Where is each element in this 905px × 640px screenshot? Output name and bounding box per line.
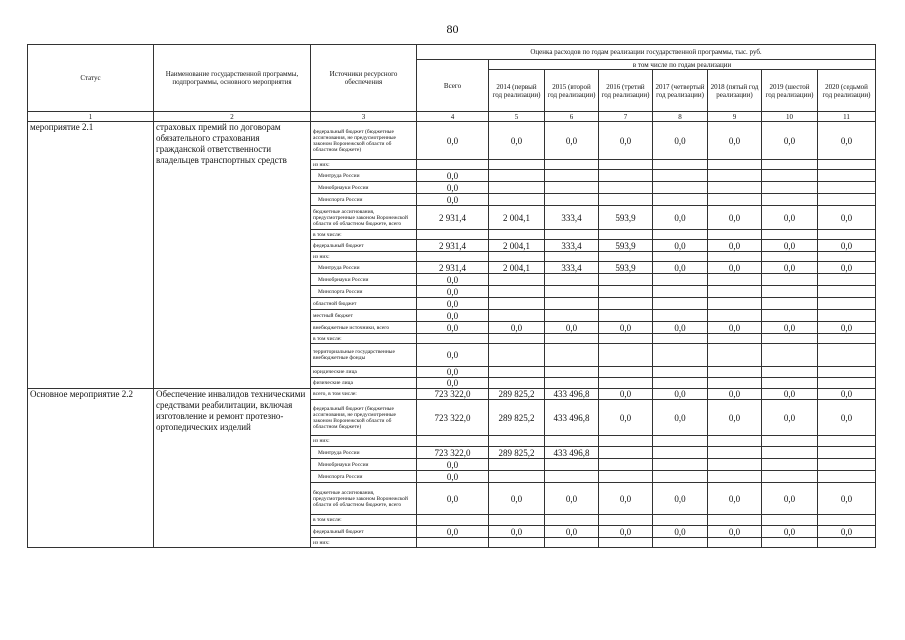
value-cell: 333,4 — [545, 240, 599, 252]
source-label: Минспорта России — [311, 194, 417, 206]
source-label: из них: — [311, 538, 417, 548]
value-cell — [708, 310, 762, 322]
value-cell: 0,0 — [417, 322, 489, 334]
value-cell — [599, 194, 653, 206]
source-label: внебюджетные источники, всего — [311, 322, 417, 334]
value-cell — [545, 471, 599, 483]
value-cell: 0,0 — [818, 389, 876, 400]
value-cell — [599, 344, 653, 367]
value-cell: 0,0 — [653, 206, 708, 230]
value-cell — [708, 436, 762, 447]
value-cell — [599, 170, 653, 182]
column-number-1: 1 — [28, 112, 154, 122]
value-cell: 433 496,8 — [545, 389, 599, 400]
value-cell — [818, 286, 876, 298]
value-cell: 0,0 — [708, 206, 762, 230]
source-label: федеральный бюджет — [311, 240, 417, 252]
value-cell: 0,0 — [417, 526, 489, 538]
value-cell — [818, 436, 876, 447]
value-cell — [599, 252, 653, 262]
source-label: Минтруда России — [311, 262, 417, 274]
source-label: бюджетные ассигнования, предусмотренные законом Воронежской области об областном бюджете, всего — [311, 483, 417, 515]
value-cell — [818, 274, 876, 286]
value-cell — [599, 515, 653, 526]
value-cell: 0,0 — [653, 240, 708, 252]
value-cell — [489, 160, 545, 170]
value-cell: 0,0 — [762, 240, 818, 252]
value-cell: 0,0 — [545, 483, 599, 515]
value-cell: 0,0 — [818, 206, 876, 230]
value-cell — [545, 170, 599, 182]
value-cell: 0,0 — [708, 483, 762, 515]
value-cell — [708, 334, 762, 344]
value-cell — [599, 160, 653, 170]
value-cell — [653, 436, 708, 447]
value-cell: 2 004,1 — [489, 240, 545, 252]
header-total: Всего — [417, 60, 489, 112]
value-cell — [545, 378, 599, 389]
value-cell: 0,0 — [545, 526, 599, 538]
value-cell — [708, 367, 762, 378]
value-cell: 0,0 — [653, 483, 708, 515]
value-cell: 0,0 — [417, 367, 489, 378]
value-cell — [545, 436, 599, 447]
value-cell — [489, 310, 545, 322]
column-number-4: 4 — [417, 112, 489, 122]
value-cell — [762, 334, 818, 344]
value-cell — [762, 170, 818, 182]
value-cell: 2 931,4 — [417, 240, 489, 252]
value-cell — [762, 378, 818, 389]
value-cell: 0,0 — [417, 286, 489, 298]
value-cell: 593,9 — [599, 206, 653, 230]
value-cell — [489, 367, 545, 378]
source-label: всего, в том числе: — [311, 389, 417, 400]
value-cell: 0,0 — [599, 322, 653, 334]
value-cell — [762, 286, 818, 298]
value-cell: 0,0 — [818, 400, 876, 436]
value-cell: 0,0 — [818, 262, 876, 274]
value-cell — [653, 471, 708, 483]
value-cell — [545, 160, 599, 170]
value-cell: 0,0 — [417, 471, 489, 483]
page-number: 80 — [446, 22, 459, 36]
value-cell — [708, 274, 762, 286]
value-cell: 0,0 — [708, 122, 762, 160]
value-cell — [545, 286, 599, 298]
value-cell — [545, 538, 599, 548]
column-number-8: 8 — [653, 112, 708, 122]
value-cell — [818, 252, 876, 262]
value-cell: 723 322,0 — [417, 389, 489, 400]
value-cell — [762, 538, 818, 548]
header-year-4: 2017 (четвертый год реализации) — [653, 70, 708, 112]
value-cell — [762, 459, 818, 471]
value-cell — [545, 252, 599, 262]
value-cell — [489, 170, 545, 182]
value-cell: 2 931,4 — [417, 262, 489, 274]
column-number-9: 9 — [708, 112, 762, 122]
source-label: Минтруда России — [311, 447, 417, 459]
column-number-10: 10 — [762, 112, 818, 122]
value-cell — [545, 182, 599, 194]
value-cell — [708, 286, 762, 298]
value-cell: 289 825,2 — [489, 389, 545, 400]
value-cell: 0,0 — [545, 322, 599, 334]
value-cell — [762, 194, 818, 206]
value-cell — [653, 367, 708, 378]
value-cell: 2 004,1 — [489, 206, 545, 230]
value-cell: 0,0 — [762, 526, 818, 538]
value-cell — [762, 274, 818, 286]
value-cell: 0,0 — [708, 526, 762, 538]
value-cell: 0,0 — [653, 322, 708, 334]
value-cell: 0,0 — [708, 262, 762, 274]
source-label: Минспорта России — [311, 286, 417, 298]
value-cell — [545, 298, 599, 310]
header-year-1: 2014 (первый год реализации) — [489, 70, 545, 112]
value-cell — [818, 367, 876, 378]
column-number-7: 7 — [599, 112, 653, 122]
value-cell — [545, 515, 599, 526]
column-number-2: 2 — [154, 112, 311, 122]
value-cell — [653, 252, 708, 262]
value-cell — [545, 310, 599, 322]
value-cell: 0,0 — [545, 122, 599, 160]
value-cell — [708, 170, 762, 182]
table-row — [28, 389, 876, 400]
value-cell — [818, 160, 876, 170]
value-cell — [417, 436, 489, 447]
value-cell: 0,0 — [417, 122, 489, 160]
source-label: из них: — [311, 436, 417, 447]
value-cell — [489, 344, 545, 367]
value-cell: 0,0 — [489, 122, 545, 160]
source-label: территориальные государственные внебюджетные фонды — [311, 344, 417, 367]
value-cell: 0,0 — [708, 389, 762, 400]
value-cell — [599, 230, 653, 240]
value-cell: 333,4 — [545, 206, 599, 230]
value-cell — [653, 538, 708, 548]
source-label: из них: — [311, 252, 417, 262]
source-label: Минобрнауки России — [311, 274, 417, 286]
value-cell — [653, 182, 708, 194]
value-cell — [545, 194, 599, 206]
value-cell: 433 496,8 — [545, 447, 599, 459]
source-label: Минобрнауки России — [311, 182, 417, 194]
value-cell — [545, 367, 599, 378]
value-cell — [653, 378, 708, 389]
value-cell: 333,4 — [545, 262, 599, 274]
table-row — [28, 122, 876, 160]
value-cell: 723 322,0 — [417, 447, 489, 459]
value-cell: 0,0 — [762, 262, 818, 274]
value-cell — [818, 515, 876, 526]
value-cell: 0,0 — [653, 122, 708, 160]
value-cell — [545, 230, 599, 240]
value-cell: 2 931,4 — [417, 206, 489, 230]
value-cell — [545, 334, 599, 344]
header-year-6: 2019 (шестой год реализации) — [762, 70, 818, 112]
value-cell — [762, 344, 818, 367]
value-cell — [708, 194, 762, 206]
header-estimate: Оценка расходов по годам реализации государственной программы, тыс. руб. — [417, 45, 876, 60]
source-label: Минобрнауки России — [311, 459, 417, 471]
value-cell — [818, 459, 876, 471]
value-cell — [489, 230, 545, 240]
value-cell: 0,0 — [653, 389, 708, 400]
value-cell — [653, 170, 708, 182]
value-cell: 0,0 — [818, 122, 876, 160]
source-label: юридические лица — [311, 367, 417, 378]
value-cell: 0,0 — [417, 298, 489, 310]
value-cell — [818, 471, 876, 483]
value-cell: 0,0 — [818, 483, 876, 515]
value-cell — [489, 538, 545, 548]
value-cell — [653, 344, 708, 367]
block1-name: страховых премий по договорам обязательного страхования гражданской ответственности владельцев транспортных средств — [154, 122, 311, 389]
value-cell — [489, 471, 545, 483]
value-cell — [599, 378, 653, 389]
source-label: Минтруда России — [311, 170, 417, 182]
value-cell — [489, 182, 545, 194]
value-cell — [762, 230, 818, 240]
budget-table — [27, 44, 876, 548]
value-cell — [818, 298, 876, 310]
source-label: областной бюджет — [311, 298, 417, 310]
value-cell — [708, 459, 762, 471]
source-label: федеральный бюджет (бюджетные ассигнования, не предусмотренные законом Воронежской области об областном бюджете) — [311, 122, 417, 160]
value-cell — [489, 436, 545, 447]
value-cell — [708, 471, 762, 483]
value-cell — [708, 230, 762, 240]
value-cell — [818, 344, 876, 367]
value-cell — [653, 459, 708, 471]
value-cell — [489, 252, 545, 262]
value-cell — [708, 538, 762, 548]
column-number-6: 6 — [545, 112, 599, 122]
value-cell — [818, 194, 876, 206]
value-cell — [818, 334, 876, 344]
value-cell — [489, 194, 545, 206]
header-sources: Источники ресурсного обеспечения — [311, 45, 417, 112]
column-number-5: 5 — [489, 112, 545, 122]
value-cell — [708, 344, 762, 367]
source-label: в том числе: — [311, 230, 417, 240]
value-cell: 0,0 — [762, 322, 818, 334]
value-cell — [489, 459, 545, 471]
value-cell: 0,0 — [417, 194, 489, 206]
source-label: в том числе: — [311, 515, 417, 526]
value-cell — [599, 367, 653, 378]
source-label: федеральный бюджет (бюджетные ассигнования, не предусмотренные законом Воронежской области об областном бюджете) — [311, 400, 417, 436]
source-label: Минспорта России — [311, 471, 417, 483]
value-cell: 433 496,8 — [545, 400, 599, 436]
value-cell: 0,0 — [708, 240, 762, 252]
column-number-3: 3 — [311, 112, 417, 122]
value-cell — [599, 274, 653, 286]
value-cell — [762, 252, 818, 262]
value-cell — [708, 447, 762, 459]
value-cell — [599, 459, 653, 471]
value-cell — [762, 182, 818, 194]
value-cell — [818, 310, 876, 322]
value-cell — [653, 334, 708, 344]
value-cell — [818, 230, 876, 240]
value-cell — [599, 334, 653, 344]
value-cell: 0,0 — [653, 400, 708, 436]
header-year-5: 2018 (пятый год реализации) — [708, 70, 762, 112]
value-cell: 0,0 — [417, 170, 489, 182]
value-cell — [599, 182, 653, 194]
value-cell: 0,0 — [489, 483, 545, 515]
source-label: из них: — [311, 160, 417, 170]
source-label: физические лица — [311, 378, 417, 389]
value-cell: 0,0 — [599, 400, 653, 436]
value-cell — [818, 378, 876, 389]
value-cell: 593,9 — [599, 262, 653, 274]
value-cell — [653, 447, 708, 459]
value-cell: 0,0 — [599, 526, 653, 538]
value-cell: 0,0 — [762, 389, 818, 400]
value-cell: 2 004,1 — [489, 262, 545, 274]
value-cell — [489, 274, 545, 286]
value-cell — [599, 436, 653, 447]
value-cell — [489, 515, 545, 526]
value-cell — [599, 310, 653, 322]
value-cell — [818, 170, 876, 182]
value-cell — [653, 160, 708, 170]
value-cell: 593,9 — [599, 240, 653, 252]
value-cell — [762, 160, 818, 170]
value-cell — [417, 252, 489, 262]
value-cell — [818, 447, 876, 459]
value-cell — [762, 310, 818, 322]
value-cell — [762, 367, 818, 378]
value-cell — [599, 447, 653, 459]
value-cell: 0,0 — [417, 378, 489, 389]
value-cell: 0,0 — [417, 344, 489, 367]
value-cell: 0,0 — [599, 122, 653, 160]
source-label: местный бюджет — [311, 310, 417, 322]
value-cell: 0,0 — [762, 483, 818, 515]
value-cell — [762, 298, 818, 310]
value-cell: 289 825,2 — [489, 400, 545, 436]
value-cell — [818, 182, 876, 194]
value-cell — [417, 515, 489, 526]
value-cell — [489, 286, 545, 298]
header-year-3: 2016 (третий год реализации) — [599, 70, 653, 112]
value-cell: 0,0 — [708, 322, 762, 334]
header-status: Статус — [28, 45, 154, 112]
value-cell: 0,0 — [417, 310, 489, 322]
value-cell — [708, 378, 762, 389]
value-cell — [599, 298, 653, 310]
value-cell: 0,0 — [762, 206, 818, 230]
value-cell — [653, 310, 708, 322]
value-cell — [599, 286, 653, 298]
value-cell — [545, 459, 599, 471]
value-cell: 0,0 — [818, 526, 876, 538]
value-cell — [653, 298, 708, 310]
value-cell: 0,0 — [489, 322, 545, 334]
value-cell — [708, 182, 762, 194]
value-cell — [818, 538, 876, 548]
value-cell — [708, 252, 762, 262]
value-cell — [489, 298, 545, 310]
block2-name: Обеспечение инвалидов техническими средствами реабилитации, включая изготовление и ремонт протезно-ортопедических изделий — [154, 389, 311, 548]
value-cell: 0,0 — [653, 262, 708, 274]
value-cell — [762, 447, 818, 459]
value-cell: 0,0 — [818, 322, 876, 334]
value-cell — [653, 515, 708, 526]
value-cell: 289 825,2 — [489, 447, 545, 459]
header-program-name: Наименование государственной программы, подпрограммы, основного мероприятия — [154, 45, 311, 112]
value-cell — [545, 344, 599, 367]
value-cell — [708, 515, 762, 526]
value-cell — [653, 194, 708, 206]
value-cell — [762, 436, 818, 447]
value-cell — [545, 274, 599, 286]
value-cell — [653, 274, 708, 286]
value-cell: 0,0 — [599, 483, 653, 515]
value-cell — [653, 286, 708, 298]
value-cell — [762, 471, 818, 483]
value-cell — [489, 334, 545, 344]
value-cell: 0,0 — [762, 400, 818, 436]
header-year-2: 2015 (второй год реализации) — [545, 70, 599, 112]
source-label: бюджетные ассигнования, предусмотренные законом Воронежской области об областном бюджете, всего — [311, 206, 417, 230]
value-cell — [762, 515, 818, 526]
value-cell — [417, 538, 489, 548]
value-cell — [599, 538, 653, 548]
value-cell: 723 322,0 — [417, 400, 489, 436]
value-cell: 0,0 — [417, 459, 489, 471]
value-cell — [417, 230, 489, 240]
value-cell: 0,0 — [818, 240, 876, 252]
source-label: в том числе: — [311, 334, 417, 344]
block2-status: Основное мероприятие 2.2 — [28, 389, 154, 548]
value-cell: 0,0 — [417, 483, 489, 515]
value-cell — [653, 230, 708, 240]
value-cell: 0,0 — [762, 122, 818, 160]
value-cell: 0,0 — [599, 389, 653, 400]
value-cell — [708, 160, 762, 170]
column-number-11: 11 — [818, 112, 876, 122]
header-incl-years: в том числе по годам реализации — [489, 60, 876, 70]
value-cell: 0,0 — [708, 400, 762, 436]
value-cell: 0,0 — [417, 182, 489, 194]
value-cell — [708, 298, 762, 310]
block1-status: мероприятие 2.1 — [28, 122, 154, 389]
value-cell: 0,0 — [417, 274, 489, 286]
value-cell — [489, 378, 545, 389]
source-label: федеральный бюджет — [311, 526, 417, 538]
value-cell — [417, 160, 489, 170]
header-year-7: 2020 (седьмой год реализации) — [818, 70, 876, 112]
value-cell: 0,0 — [653, 526, 708, 538]
value-cell — [417, 334, 489, 344]
value-cell: 0,0 — [489, 526, 545, 538]
value-cell — [599, 471, 653, 483]
